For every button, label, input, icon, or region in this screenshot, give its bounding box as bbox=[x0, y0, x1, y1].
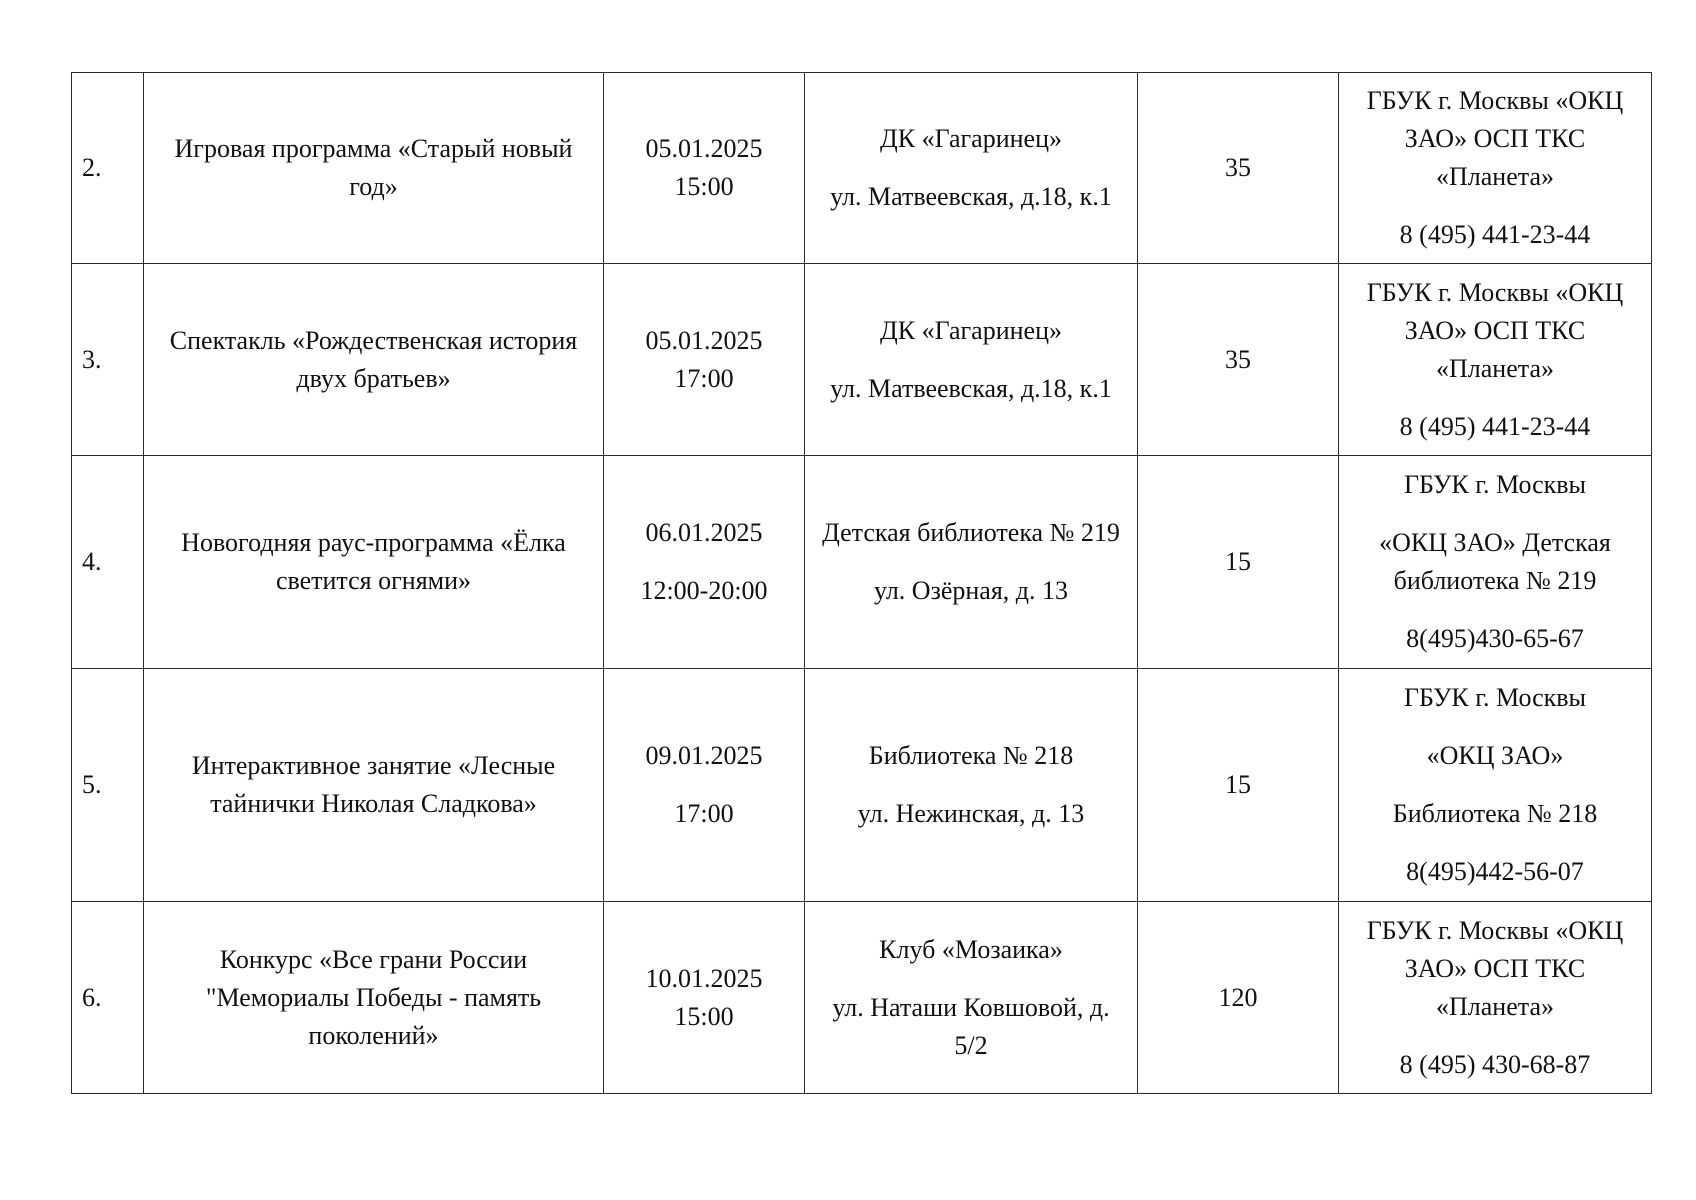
organizer-phone: 8(495)430-65-67 bbox=[1406, 624, 1584, 653]
event-datetime bbox=[604, 264, 805, 456]
venue-address: ул. Матвеевская, д.18, к.1 bbox=[830, 373, 1112, 403]
event-time: 15:00 bbox=[674, 1001, 734, 1031]
event-name: Спектакль «Рождественская история двух братьев» bbox=[144, 264, 604, 456]
event-date: 06.01.2025 bbox=[645, 518, 763, 547]
organizer-name-line2: «ОКЦ ЗАО» bbox=[1426, 741, 1564, 770]
row-number: 3. bbox=[72, 264, 144, 456]
organizer-name: ГБУК г. Москвы «ОКЦ ЗАО» ОСП ТКС «Планета» bbox=[1366, 86, 1624, 191]
row-number: 5. bbox=[72, 669, 144, 902]
participants-count: 35 bbox=[1138, 73, 1339, 264]
participants-count: 35 bbox=[1138, 264, 1339, 456]
event-name: Конкурс «Все грани России "Мемориалы Победы - память поколений» bbox=[144, 902, 604, 1094]
row-number: 6. bbox=[72, 902, 144, 1094]
table-row bbox=[72, 73, 1652, 264]
event-venue bbox=[805, 669, 1138, 902]
row-number: 2. bbox=[72, 73, 144, 264]
event-venue bbox=[805, 73, 1138, 264]
event-time: 12:00-20:00 bbox=[640, 576, 768, 605]
organizer-name-line3: Библиотека № 218 bbox=[1392, 799, 1598, 828]
events-table bbox=[71, 72, 1652, 1094]
participants-count: 15 bbox=[1138, 456, 1339, 669]
event-name: Игровая программа «Старый новый год» bbox=[144, 73, 604, 264]
event-name: Интерактивное занятие «Лесные тайнички Николая Сладкова» bbox=[144, 669, 604, 902]
venue-name: Клуб «Мозаика» bbox=[879, 934, 1063, 964]
event-datetime bbox=[604, 73, 805, 264]
organizer bbox=[1339, 456, 1652, 669]
organizer-name-line2: «ОКЦ ЗАО» Детская библиотека № 219 bbox=[1379, 528, 1611, 595]
venue-address: ул. Озёрная, д. 13 bbox=[873, 576, 1069, 605]
organizer-phone: 8 (495) 441-23-44 bbox=[1399, 411, 1591, 441]
table-row bbox=[72, 264, 1652, 456]
organizer-name-line1: ГБУК г. Москвы bbox=[1403, 683, 1587, 712]
venue-address: ул. Матвеевская, д.18, к.1 bbox=[830, 182, 1112, 211]
organizer bbox=[1339, 73, 1652, 264]
organizer-name-line1: ГБУК г. Москвы bbox=[1403, 470, 1587, 499]
event-datetime bbox=[604, 669, 805, 902]
venue-name: Детская библиотека № 219 bbox=[822, 518, 1120, 547]
venue-name: ДК «Гагаринец» bbox=[880, 315, 1062, 345]
participants-count: 120 bbox=[1138, 902, 1339, 1094]
event-venue bbox=[805, 264, 1138, 456]
event-date: 05.01.2025 bbox=[645, 325, 763, 355]
organizer bbox=[1339, 669, 1652, 902]
table-row bbox=[72, 902, 1652, 1094]
row-number: 4. bbox=[72, 456, 144, 669]
organizer-phone: 8 (495) 430-68-87 bbox=[1399, 1049, 1591, 1079]
venue-name: ДК «Гагаринец» bbox=[880, 124, 1062, 153]
event-datetime bbox=[604, 902, 805, 1094]
venue-name: Библиотека № 218 bbox=[868, 741, 1074, 770]
event-time: 17:00 bbox=[674, 799, 734, 828]
table-row bbox=[72, 456, 1652, 669]
organizer-name: ГБУК г. Москвы «ОКЦ ЗАО» ОСП ТКС «Планета» bbox=[1366, 915, 1624, 1021]
organizer-name: ГБУК г. Москвы «ОКЦ ЗАО» ОСП ТКС «Планета» bbox=[1366, 277, 1624, 383]
event-date: 09.01.2025 bbox=[645, 741, 763, 770]
event-date: 05.01.2025 bbox=[645, 134, 763, 163]
event-time: 17:00 bbox=[674, 363, 734, 393]
participants-count: 15 bbox=[1138, 669, 1339, 902]
event-venue bbox=[805, 902, 1138, 1094]
organizer-phone: 8 (495) 441-23-44 bbox=[1399, 220, 1591, 249]
event-venue bbox=[805, 456, 1138, 669]
organizer bbox=[1339, 902, 1652, 1094]
organizer bbox=[1339, 264, 1652, 456]
organizer-phone: 8(495)442-56-07 bbox=[1406, 857, 1584, 886]
event-name: Новогодняя раус-программа «Ёлка светится огнями» bbox=[144, 456, 604, 669]
event-date: 10.01.2025 bbox=[645, 963, 763, 993]
event-time: 15:00 bbox=[674, 172, 734, 201]
venue-address: ул. Нежинская, д. 13 bbox=[857, 799, 1085, 828]
venue-address: ул. Наташи Ковшовой, д. 5/2 bbox=[832, 992, 1110, 1060]
event-datetime bbox=[604, 456, 805, 669]
table-row bbox=[72, 669, 1652, 902]
